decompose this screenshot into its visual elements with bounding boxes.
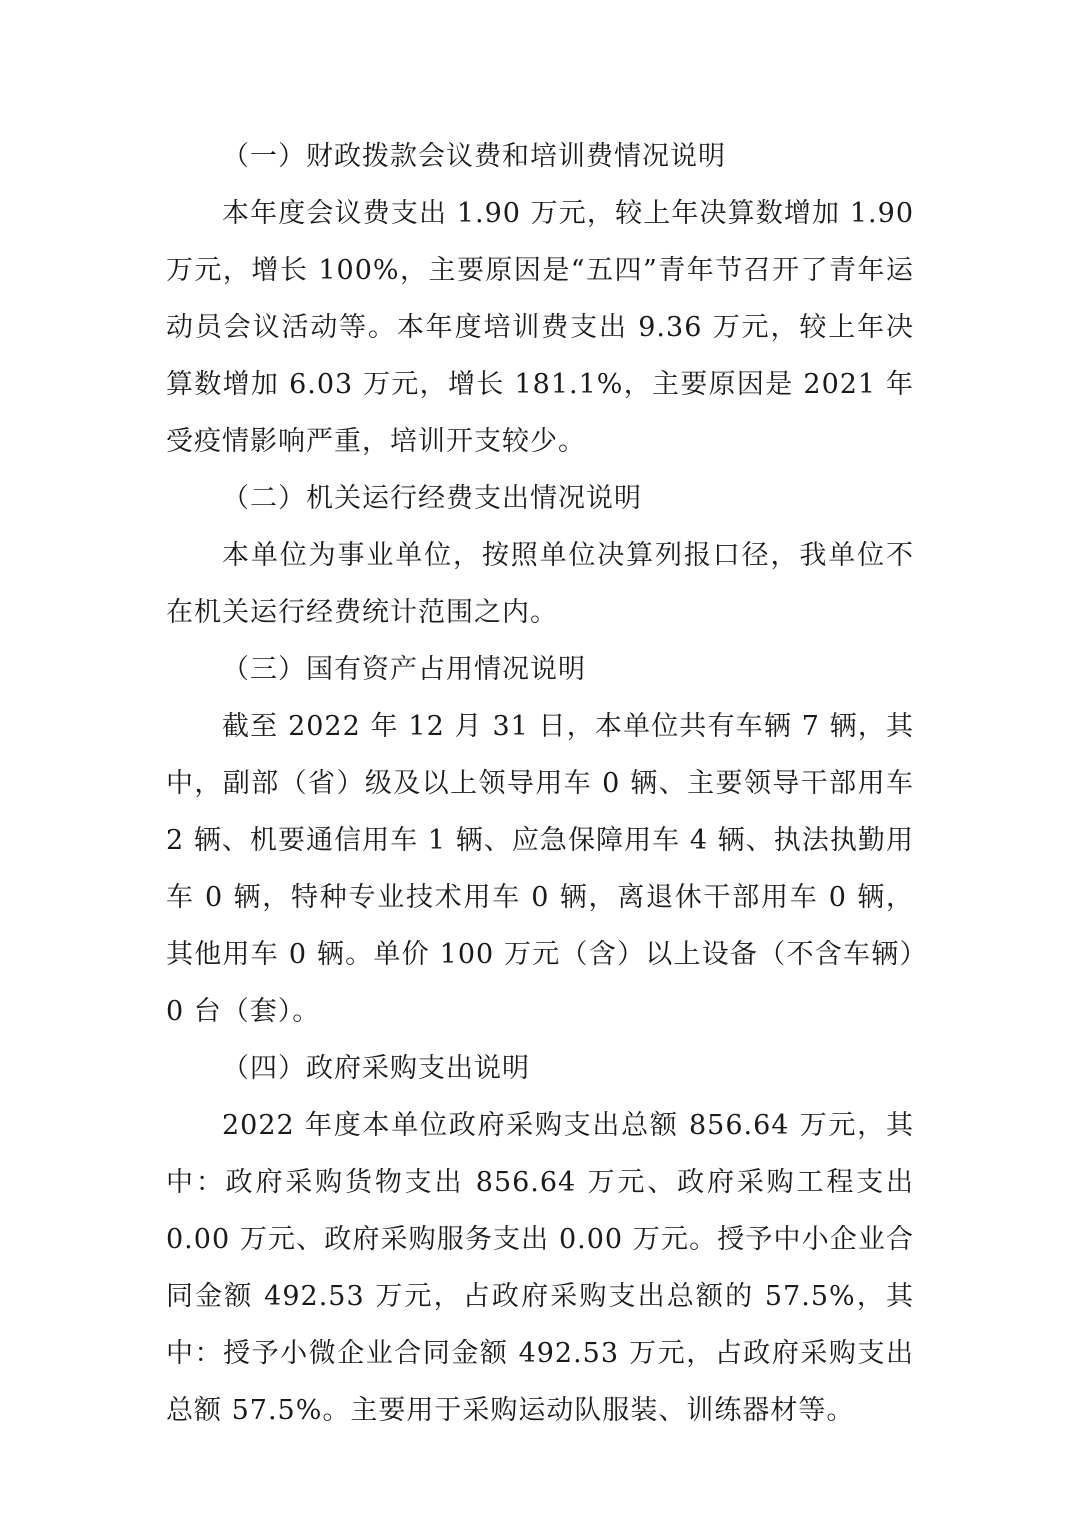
section-paragraph: 本年度会议费支出 1.90 万元，较上年决算数增加 1.90 万元，增长 100%，主要原因是“五四”青年节召开了青年运动员会议活动等。本年度培训费支出 9.36 万元，较上年决算数增加 6.03 万元，增长 181.1%，主要原因是 2021 年受疫情影响严重，培训开支较少。 <box>166 198 914 457</box>
section-agency-operating-costs <box>166 470 914 641</box>
document-page <box>166 128 914 1439</box>
section-government-procurement <box>166 1040 914 1439</box>
section-heading: （二）机关运行经费支出情况说明 <box>222 483 642 514</box>
section-paragraph: 2022 年度本单位政府采购支出总额 856.64 万元，其中：政府采购货物支出 856.64 万元、政府采购工程支出 0.00 万元、政府采购服务支出 0.00 万元。授予中小企业合同金额 492.53 万元，占政府采购支出总额的 57.5%，其中：授予小微企业合同金额 492.53 万元，占政府采购支出总额 57.5%。主要用于采购运动队服装、训练器材等。 <box>166 1110 914 1426</box>
section-heading: （三）国有资产占用情况说明 <box>222 654 586 685</box>
section-meeting-training-fees <box>166 128 914 470</box>
section-state-assets <box>166 641 914 1040</box>
section-paragraph: 本单位为事业单位，按照单位决算列报口径，我单位不在机关运行经费统计范围之内。 <box>166 540 914 628</box>
section-paragraph: 截至 2022 年 12 月 31 日，本单位共有车辆 7 辆，其中，副部（省）级及以上领导用车 0 辆、主要领导干部用车 2 辆、机要通信用车 1 辆、应急保障用车 4 辆、执法执勤用车 0 辆，特种专业技术用车 0 辆，离退休干部用车 0 辆，其他用车 0 辆。单价 100 万元（含）以上设备（不含车辆）0 台（套）。 <box>166 711 914 1027</box>
section-heading: （四）政府采购支出说明 <box>222 1053 530 1084</box>
section-heading: （一）财政拨款会议费和培训费情况说明 <box>222 141 726 172</box>
